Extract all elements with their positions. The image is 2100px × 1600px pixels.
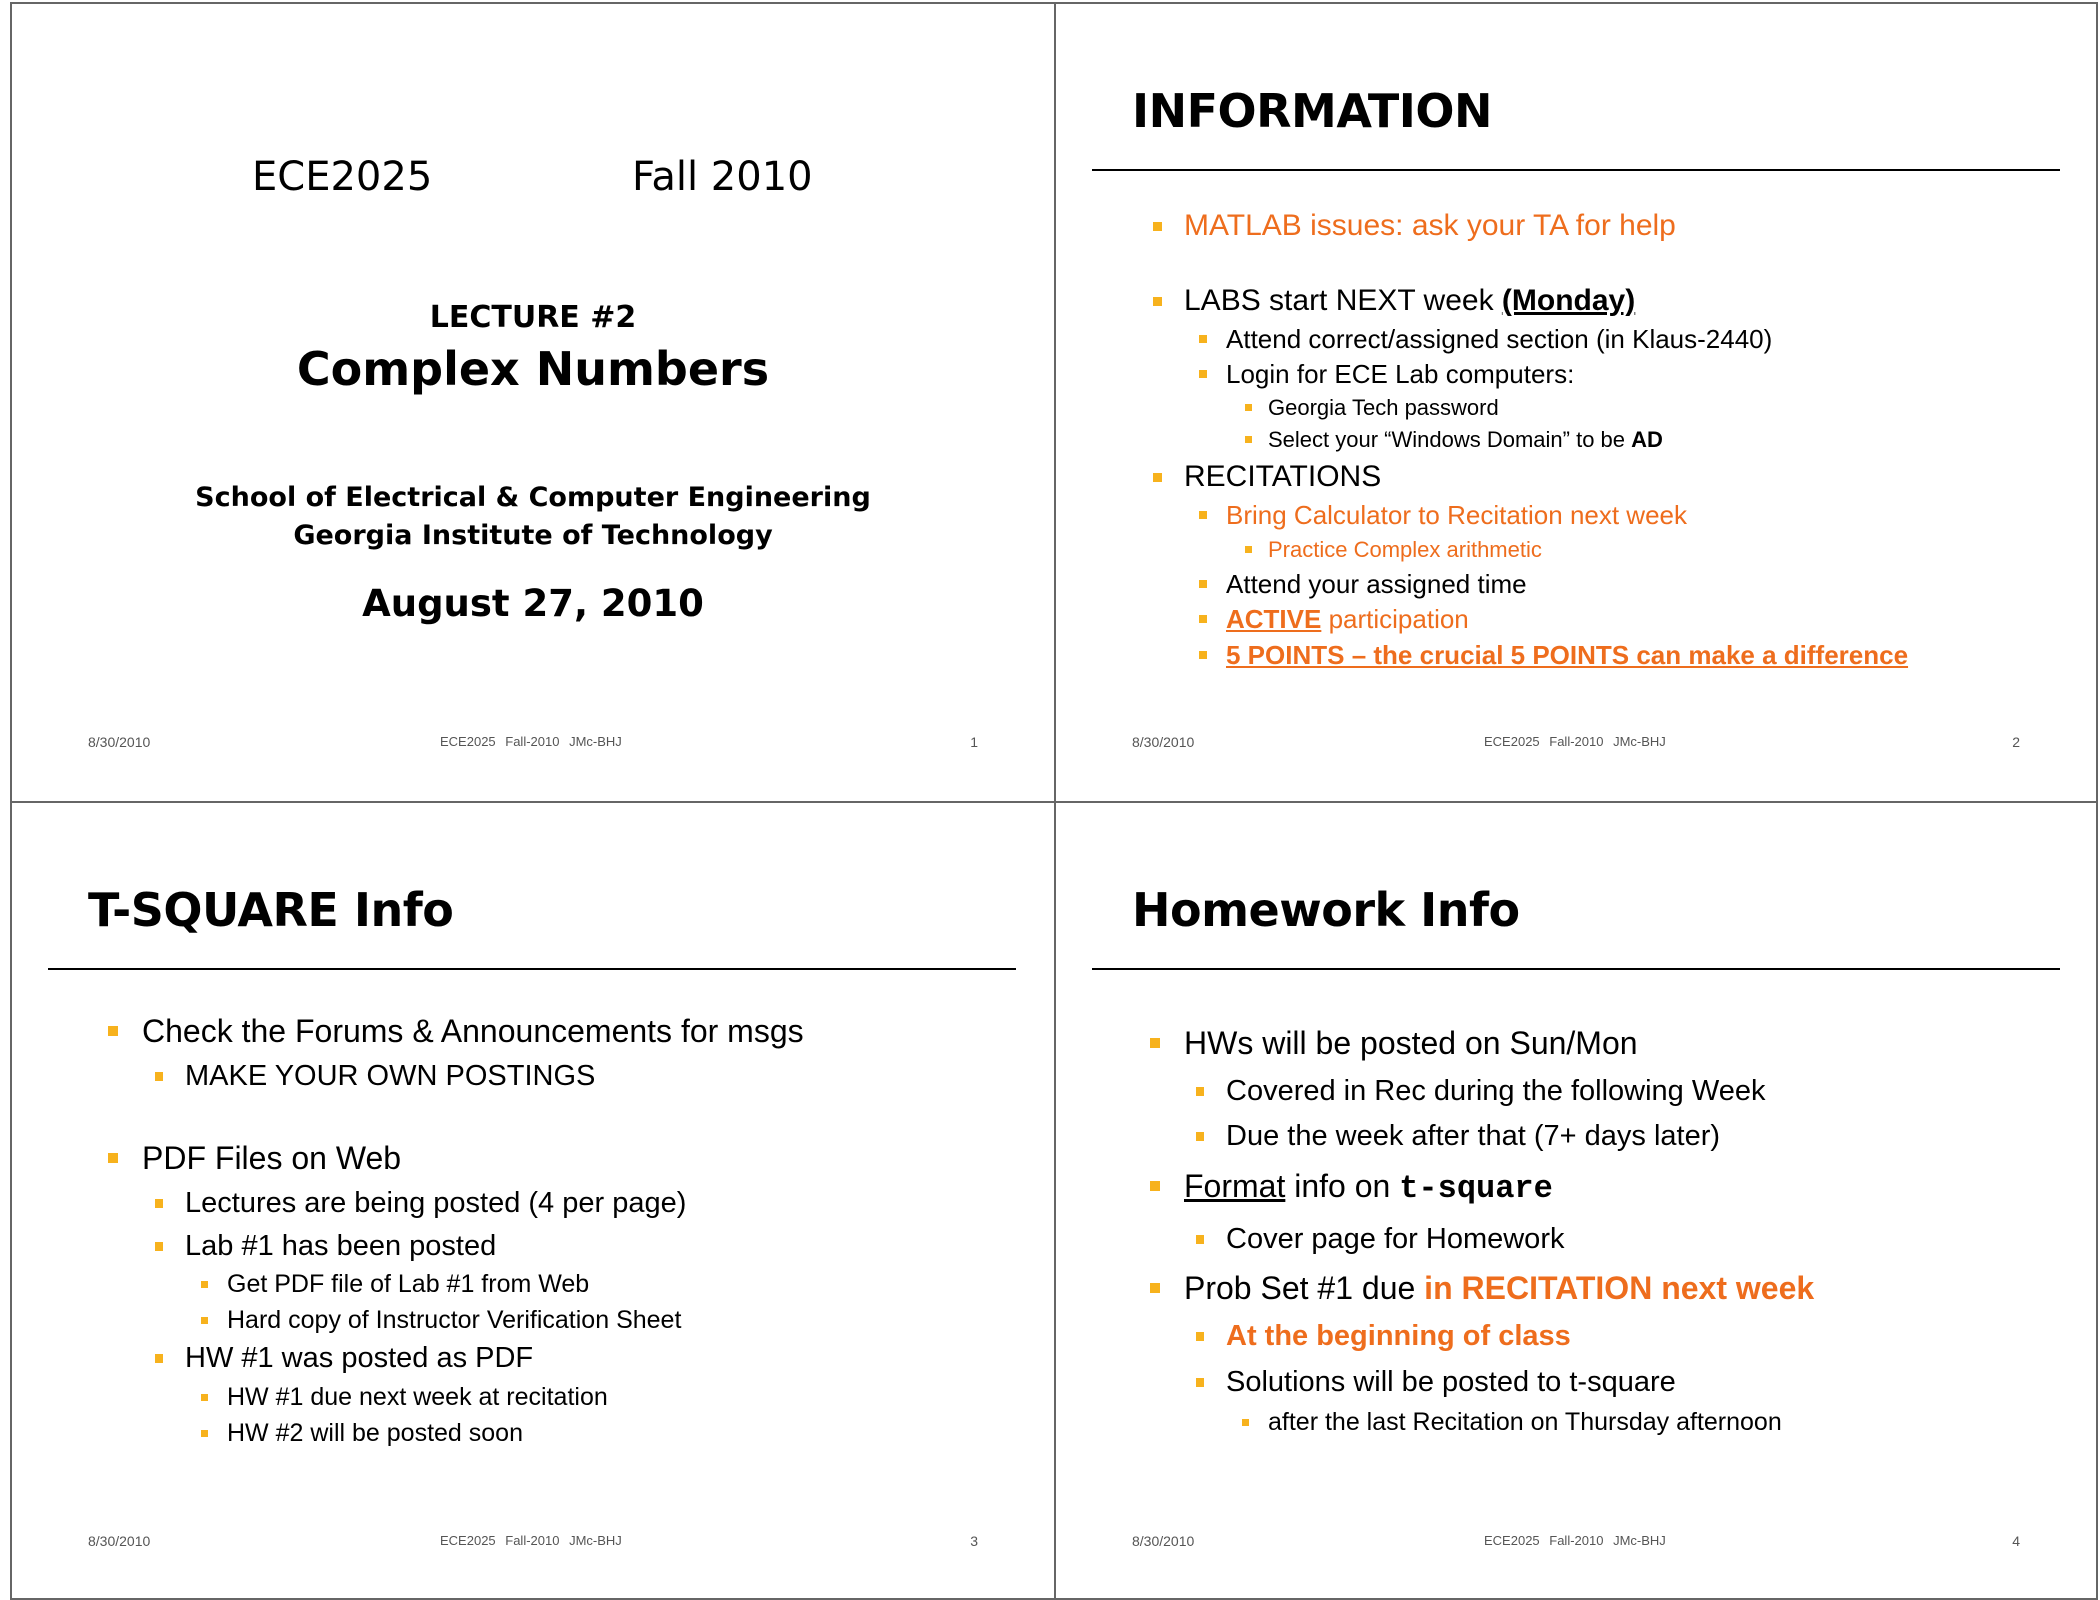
title-divider: [1092, 169, 2060, 171]
bullet-hw1-posted: HW #1 was posted as PDF: [185, 1342, 534, 1374]
footer-page-number: 1: [970, 734, 978, 750]
bullet-attend-time: Attend your assigned time: [1226, 569, 1527, 599]
bullet-windows-domain: [1268, 427, 1663, 453]
footer-course: ECE2025 Fall-2010 JMc-BHJ: [440, 1533, 622, 1548]
probset-text: Prob Set #1 due: [1184, 1270, 1425, 1306]
bullet-format: [1184, 1168, 1553, 1207]
bullet-practice: Practice Complex arithmetic: [1268, 537, 1542, 562]
domain-text: Select your “Windows Domain” to be: [1268, 427, 1632, 452]
slide-4: [1054, 801, 2098, 1600]
footer-course: ECE2025 Fall-2010 JMc-BHJ: [1484, 734, 1666, 749]
labs-text: LABS start NEXT week: [1184, 284, 1502, 317]
lecture-date: August 27, 2010: [362, 582, 704, 625]
bullet-lab1: Lab #1 has been posted: [185, 1230, 497, 1262]
bullet-active-participation: [1226, 604, 1469, 635]
course-code: ECE2025: [252, 154, 433, 200]
bullet-forums: Check the Forums & Announcements for msgs: [142, 1013, 804, 1049]
course-term: Fall 2010: [632, 154, 813, 200]
bullet-solutions: Solutions will be posted to t-square: [1226, 1366, 1676, 1398]
slide-title: Homework Info: [1132, 883, 1520, 937]
format-word: Format: [1184, 1168, 1286, 1204]
bullet-cover-page: Cover page for Homework: [1226, 1223, 1565, 1255]
bullet-attend-section: Attend correct/assigned section (in Klaus-2440): [1226, 324, 1773, 354]
active-word: ACTIVE: [1226, 604, 1322, 634]
footer-date: 8/30/2010: [1132, 734, 1195, 750]
lecture-number: LECTURE #2: [429, 300, 637, 335]
bullet-lectures: Lectures are being posted (4 per page): [185, 1187, 687, 1219]
labs-day: (Monday): [1501, 284, 1636, 317]
bullet-login: Login for ECE Lab computers:: [1226, 359, 1575, 389]
bullet-calculator: Bring Calculator to Recitation next week: [1226, 500, 1688, 530]
participation-text: participation: [1321, 604, 1469, 634]
bullet-recitations: RECITATIONS: [1184, 460, 1382, 493]
footer-date: 8/30/2010: [1132, 1533, 1195, 1549]
footer-page-number: 3: [970, 1533, 978, 1549]
footer-course: ECE2025 Fall-2010 JMc-BHJ: [1484, 1533, 1666, 1548]
bullet-own-postings: MAKE YOUR OWN POSTINGS: [185, 1060, 596, 1092]
bullet-matlab: MATLAB issues: ask your TA for help: [1184, 209, 1676, 242]
lecture-topic: Complex Numbers: [296, 342, 770, 396]
institute-name: Georgia Institute of Technology: [293, 520, 773, 551]
slide-title: T-SQUARE Info: [88, 883, 454, 937]
bullet-beginning: At the beginning of class: [1226, 1320, 1571, 1352]
bullet-gt-password: Georgia Tech password: [1268, 395, 1499, 420]
format-info: info on: [1285, 1168, 1400, 1204]
footer-page-number: 2: [2012, 734, 2020, 750]
bullet-due: Due the week after that (7+ days later): [1226, 1120, 1721, 1152]
slide-title: INFORMATION: [1132, 84, 1492, 138]
bullet-pdf-files: PDF Files on Web: [142, 1140, 402, 1176]
bullet-after-recitation: after the last Recitation on Thursday afternoon: [1268, 1408, 1782, 1436]
title-divider: [48, 968, 1016, 970]
title-divider: [1092, 968, 2060, 970]
domain-value: AD: [1631, 427, 1663, 452]
bullet-hard-copy: Hard copy of Instructor Verification Sheet: [227, 1306, 682, 1334]
bullet-hw1-due: HW #1 due next week at recitation: [227, 1383, 608, 1411]
slide-3: [10, 801, 1056, 1600]
footer-course: ECE2025 Fall-2010 JMc-BHJ: [440, 734, 622, 749]
probset-emphasis: in RECITATION next week: [1424, 1270, 1815, 1306]
bullet-labs: [1184, 284, 1635, 318]
footer-date: 8/30/2010: [88, 1533, 151, 1549]
school-name: School of Electrical & Computer Engineering: [195, 482, 871, 513]
bullet-five-points: 5 POINTS – the crucial 5 POINTS can make a difference: [1226, 640, 1909, 670]
bullet-covered: Covered in Rec during the following Week: [1226, 1075, 1766, 1107]
bullet-hw-posted: HWs will be posted on Sun/Mon: [1184, 1025, 1638, 1061]
tsquare-code: t-square: [1399, 1170, 1553, 1207]
bullet-hw2: HW #2 will be posted soon: [227, 1419, 523, 1447]
bullet-get-pdf: Get PDF file of Lab #1 from Web: [227, 1270, 590, 1298]
slide-2: [1054, 2, 2098, 803]
footer-page-number: 4: [2012, 1533, 2020, 1549]
slide-1: [10, 2, 1056, 803]
bullet-probset: [1184, 1270, 1814, 1307]
footer-date: 8/30/2010: [88, 734, 151, 750]
